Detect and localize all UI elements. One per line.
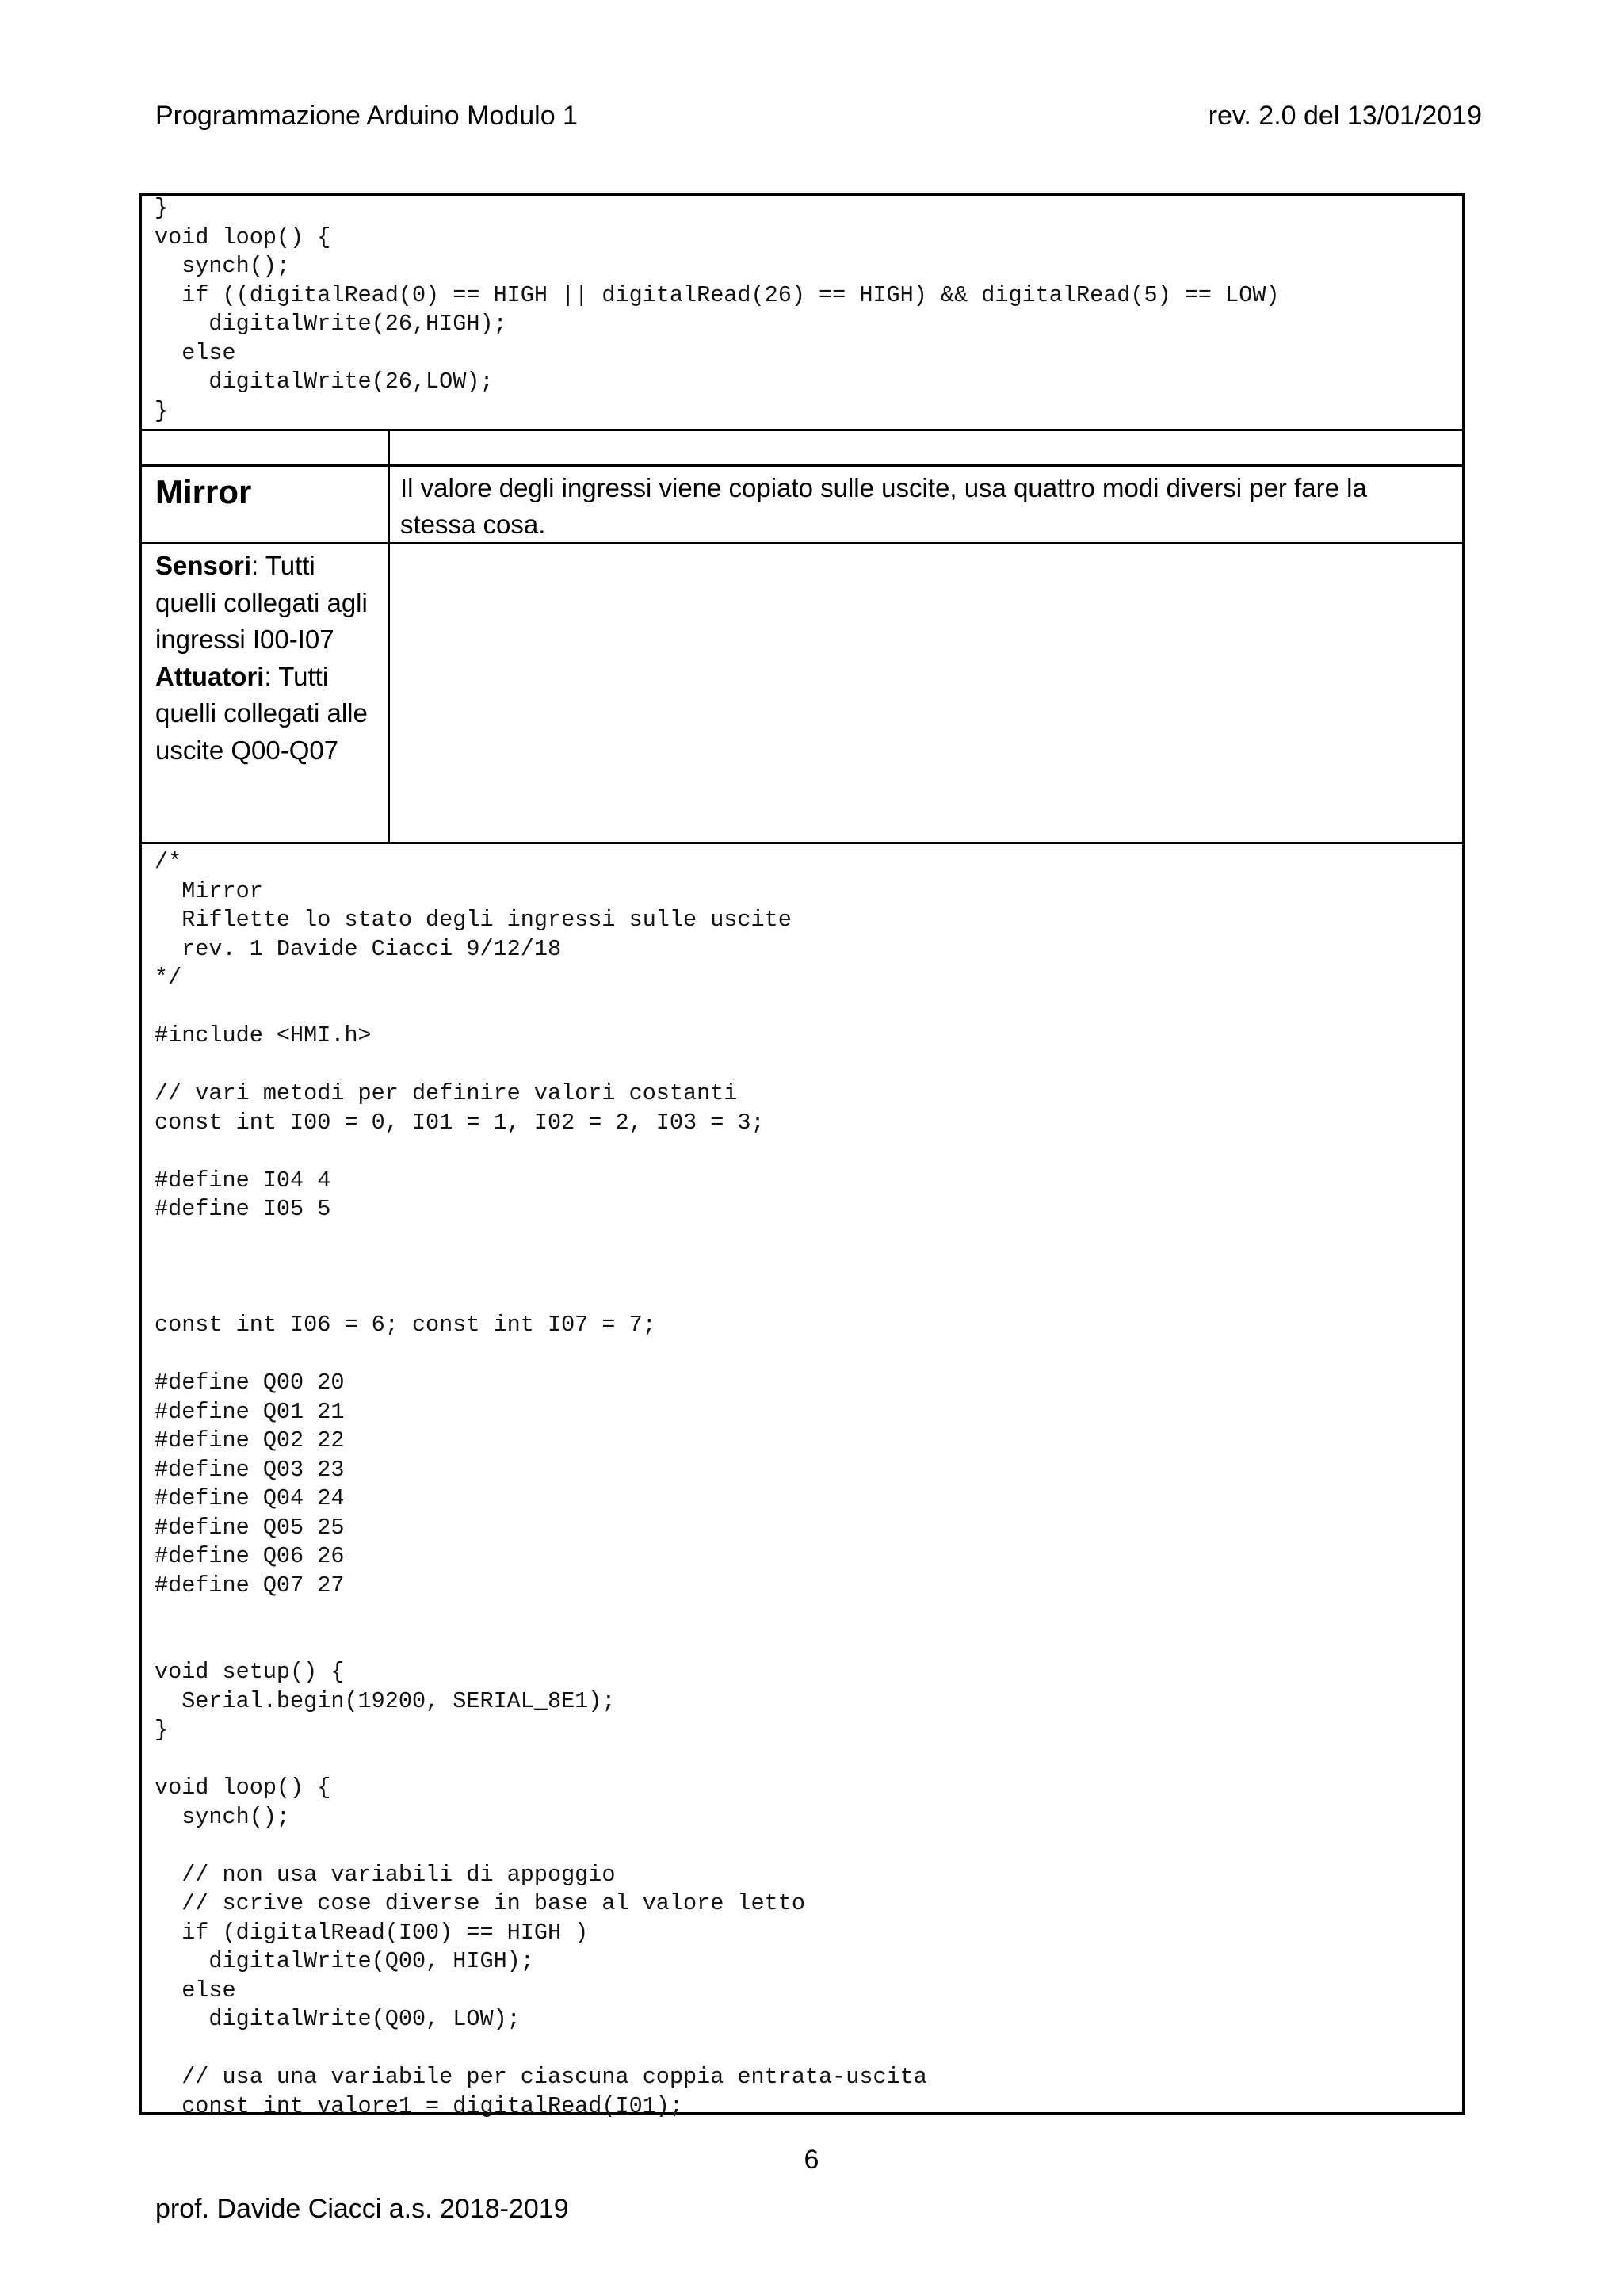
- footer-author: prof. Davide Ciacci a.s. 2018-2019: [155, 2194, 569, 2224]
- header-document-title: Programmazione Arduino Modulo 1: [155, 101, 578, 131]
- actuators-label: Attuatori: [155, 661, 265, 691]
- table-column-divider: [388, 429, 390, 842]
- code-table: [139, 193, 1465, 2119]
- header-revision: rev. 2.0 del 13/01/2019: [1208, 101, 1482, 131]
- actuators-text: : Tutti quelli collegati alle uscite Q00-Q07: [155, 661, 368, 765]
- program-title: Mirror: [155, 473, 252, 510]
- page-number: 6: [804, 2145, 819, 2175]
- table-divider: [142, 429, 1462, 431]
- io-description-cell: [155, 548, 377, 769]
- code-block-previous-loop: } void loop() { synch(); if ((digitalRead(0) == HIGH || digitalRead(26) == HIGH) && digitalRead(5) == LOW) digitalWrite(26,HIGH); else digitalWrite(26,LOW); }: [155, 195, 1280, 424]
- table-divider: [142, 842, 1462, 844]
- sensors-text: : Tutti quelli collegati agli ingressi I00-I07: [155, 551, 368, 654]
- code-block-mirror: /* Mirror Riflette lo stato degli ingressi sulle uscite rev. 1 Davide Ciacci 9/12/18 */ #include <HMI.h> // vari metodi per definire valori costanti const int I00 = 0, I01 = 1, I02 = 2, I03 = 3; #define I04 4 #define I05 5 const int I06 = 6; const int I07 = 7; #define Q00 20 #define Q01 21 #define Q02 22 #define Q03 23 #define Q04 24 #define Q05 25 #define Q06 26 #define Q07 27 void setup() { Serial.begin(19200, SERIAL_8E1); } void loop() { synch(); // non usa variabili di appoggio // scrive cose diverse in base al valore letto if (digitalRead(I00) == HIGH ) digitalWrite(Q00, HIGH); else digitalWrite(Q00, LOW); // usa una variabile per ciascuna coppia entrata-uscita const int valore1 = digitalRead(I01);: [155, 849, 927, 2119]
- program-description: Il valore degli ingressi viene copiato sulle uscite, usa quattro modi diversi per fare la stessa cosa.: [400, 473, 1367, 539]
- table-divider: [142, 464, 1462, 467]
- sensors-label: Sensori: [155, 551, 252, 580]
